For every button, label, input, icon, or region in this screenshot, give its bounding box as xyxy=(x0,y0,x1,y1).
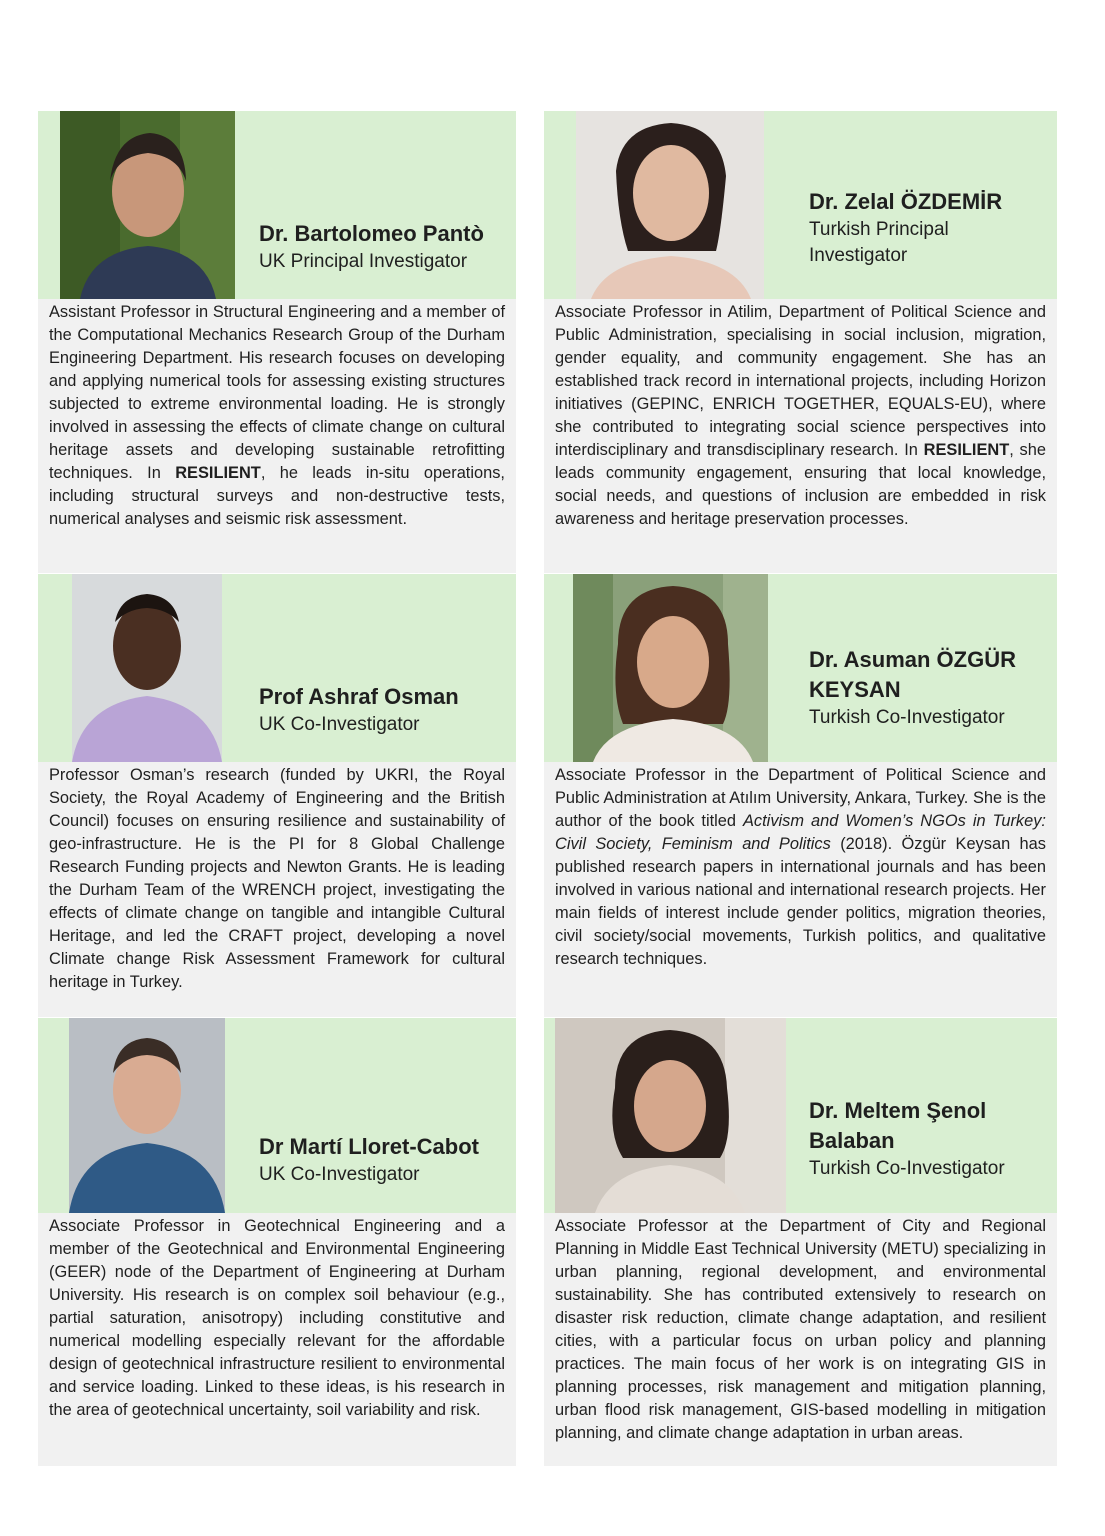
profile-info xyxy=(259,219,484,275)
profile-card-ozgur-keysan xyxy=(544,574,1057,1017)
profile-header xyxy=(38,574,516,762)
portrait-photo xyxy=(576,111,764,299)
profile-name: Dr Martí Lloret-Cabot xyxy=(259,1134,479,1159)
profile-header xyxy=(38,111,516,299)
profile-role: UK Co-Investigator xyxy=(259,714,420,735)
portrait-photo xyxy=(573,574,768,762)
profile-role: UK Principal Investigator xyxy=(259,251,468,272)
profile-card-lloret-cabot xyxy=(38,1018,516,1466)
project-name: RESILIENT xyxy=(175,464,261,482)
profile-role: Turkish Co-Investigator xyxy=(809,1158,1005,1179)
profile-bio: Professor Osman’s research (funded by UKRI, the Royal Society, the Royal Academy of Engineering and the British Council) focuses on ensuring resilience and sustainability of geo-infrastructure. He is the PI for 8 Global Challenge Research Funding projects and Newton Grants. He is leading the Durham Team of the WRENCH project, investigating the effects of climate change on tangible and intangible Cultural Heritage, and led the CRAFT project, developing a novel Climate change Risk Assessment Framework for cultural heritage in Turkey. xyxy=(38,762,516,1017)
profile-info xyxy=(259,1132,479,1188)
profile-info xyxy=(809,1096,1049,1182)
profile-info xyxy=(259,682,459,738)
book-title: Activism and Women’s NGOs in Turkey: Civil Society, Feminism and Politics xyxy=(555,812,1046,853)
portrait-photo xyxy=(555,1018,786,1213)
profile-header xyxy=(544,574,1057,762)
profile-bio: Associate Professor in Geotechnical Engineering and a member of the Geotechnical and Environmental Engineering (GEER) node of the Department of Engineering at Durham University. His research is on complex soil behaviour (e.g., partial saturation, anisotropy) including constitutive and numerical modelling especially relevant for the affordable design of geotechnical infrastructure resilient to environmental and service loading. Linked to these ideas, is his research in the area of geotechnical uncertainty, soil variability and risk. xyxy=(38,1213,516,1466)
profile-header xyxy=(544,111,1057,299)
profile-name: Prof Ashraf Osman xyxy=(259,684,459,709)
profile-bio: Associate Professor at the Department of City and Regional Planning in Middle East Technical University (METU) specializing in urban planning, regional development, and environmental sustainability. She has contributed extensively to research on disaster risk reduction, climate change adaptation, and resilient cities, with a particular focus on urban policy and planning practices. The main focus of her work is on integrating GIS in planning processes, risk management and mitigation planning, urban flood risk management, GIS-based modelling in mitigation planning, and climate change adaptation in urban areas. xyxy=(544,1213,1057,1466)
project-name: RESILIENT xyxy=(923,441,1010,459)
profile-bio: Associate Professor in Atilim, Department of Political Science and Public Administration, specialising in social inclusion, migration, gender equality, and community engagement. She has an established track record in international projects, including Horizon initiatives (GEPINC, ENRICH TOGETHER, EQUALS-EU), where she contributed to integrating social science perspectives into interdisciplinary and transdisciplinary research. In RESILIENT, she leads community engagement, ensuring that local knowledge, social needs, and questions of inclusion are embedded in risk awareness and heritage preservation processes. xyxy=(544,299,1057,573)
profile-name: Dr. Zelal ÖZDEMİR xyxy=(809,189,1003,214)
profile-header xyxy=(38,1018,516,1213)
portrait-photo xyxy=(60,111,235,299)
profile-card-ozdemir xyxy=(544,111,1057,573)
profile-card-osman xyxy=(38,574,516,1017)
profile-role: UK Co-Investigator xyxy=(259,1164,420,1185)
profile-role: Turkish Co-Investigator xyxy=(809,707,1005,728)
profile-name: Dr. Asuman ÖZGÜR KEYSAN xyxy=(809,647,1016,702)
profile-name: Dr. Bartolomeo Pantò xyxy=(259,221,484,246)
profile-header xyxy=(544,1018,1057,1213)
profile-name: Dr. Meltem Şenol Balaban xyxy=(809,1098,987,1153)
profile-card-panto xyxy=(38,111,516,573)
profile-bio: Associate Professor in the Department of Political Science and Public Administration at Atılım University, Ankara, Turkey. She is the author of the book titled Activism and Women’s NGOs in Turkey: Civil Society, Feminism and Politics (2018). Özgür Keysan has published research papers in international journals and has been involved in various national and international research projects. Her main fields of interest include gender politics, migration theories, civil society/social movements, Turkish politics, and qualitative research techniques. xyxy=(544,762,1057,1017)
profile-role: Turkish Principal Investigator xyxy=(809,219,949,266)
profile-bio: Assistant Professor in Structural Engineering and a member of the Computational Mechanics Research Group of the Durham Engineering Department. His research focuses on developing and applying numerical tools for assessing existing structures subjected to extreme environmental loading. He is strongly involved in assessing the effects of climate change on cultural heritage assets and developing sustainable retrofitting techniques. In RESILIENT, he leads in-situ operations, including structural surveys and non-destructive tests, numerical analyses and seismic risk assessment. xyxy=(38,299,516,573)
profile-info xyxy=(809,645,1049,731)
profile-info xyxy=(809,187,1049,269)
portrait-photo xyxy=(69,1018,225,1213)
portrait-photo xyxy=(72,574,222,762)
profile-card-senol-balaban xyxy=(544,1018,1057,1466)
